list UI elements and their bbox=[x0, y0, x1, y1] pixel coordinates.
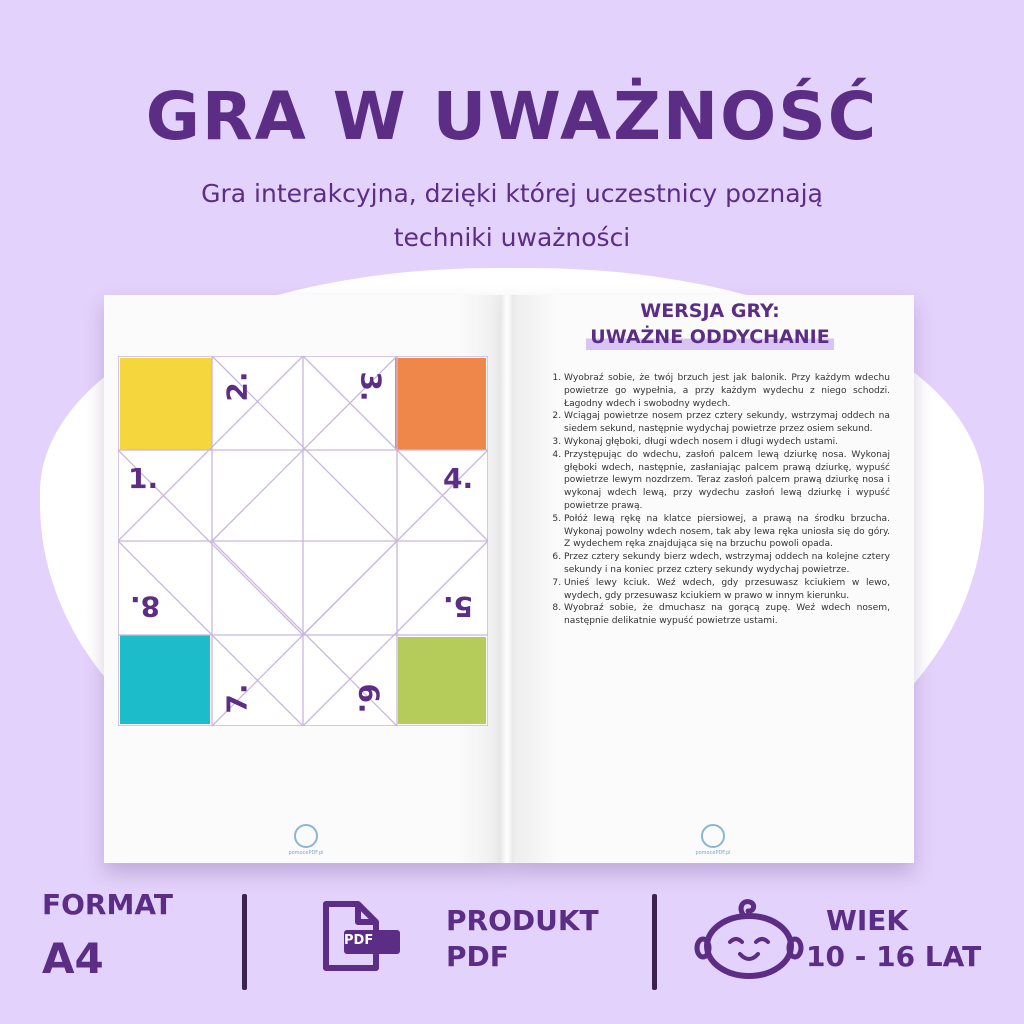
right-page-logo-text: pomocePDF.pl bbox=[695, 850, 731, 856]
step-item: 7. Unieś lewy kciuk. Weź wdech, gdy przesuwasz kciukiem w lewo, wydech, gdy przesuwasz kciukiem w prawo w innym kierunku. bbox=[564, 577, 890, 603]
product-label: PRODUKT bbox=[446, 904, 599, 937]
subtitle-line-1: Gra interakcyjna, dzięki której uczestnicy poznają bbox=[201, 179, 823, 208]
divider-2 bbox=[652, 894, 657, 990]
step-item: 8. Wyobraź sobie, że dmuchasz na gorącą zupę. Weź wdech nosem, następnie delikatnie wypuść powietrze ustami. bbox=[564, 602, 890, 628]
left-page-logo-icon bbox=[294, 824, 318, 848]
page-title: GRA W UWAŻNOŚĆ bbox=[145, 78, 879, 155]
number-2: 2. bbox=[220, 371, 254, 402]
green-square bbox=[398, 637, 486, 724]
step-item: 2. Wciągaj powietrze nosem przez cztery sekundy, wstrzymaj oddech na siedem sekund, następnie wydychaj powietrze przez osiem sekund. bbox=[564, 410, 890, 436]
subtitle bbox=[150, 172, 874, 260]
book-spine bbox=[500, 295, 514, 863]
right-page-logo-icon bbox=[701, 824, 725, 848]
number-8: 8. bbox=[130, 590, 161, 623]
format-value: A4 bbox=[42, 934, 104, 983]
divider-1 bbox=[242, 894, 247, 990]
number-1: 1. bbox=[128, 462, 159, 495]
number-4: 4. bbox=[443, 462, 474, 495]
fortune-teller-grid bbox=[118, 356, 488, 726]
number-5: 5. bbox=[443, 590, 474, 623]
step-item: 6. Przez cztery sekundy bierz wdech, wstrzymaj oddech na kolejne cztery sekundy i na koniec przez cztery sekundy wydychaj powietrze. bbox=[564, 551, 890, 577]
left-page-logo-text: pomocePDF.pl bbox=[288, 850, 324, 856]
orange-square bbox=[395, 358, 486, 450]
game-version-title bbox=[530, 298, 890, 350]
pdf-badge-label: PDF bbox=[344, 933, 374, 948]
yellow-square bbox=[120, 358, 212, 450]
age-value: 10 - 16 LAT bbox=[806, 940, 982, 973]
game-version-line-2: UWAŻNE ODDYCHANIE bbox=[586, 324, 833, 350]
format-label: FORMAT bbox=[42, 888, 173, 921]
subtitle-line-2: techniki uważności bbox=[393, 223, 631, 252]
age-label: WIEK bbox=[826, 904, 909, 937]
product-value: PDF bbox=[446, 940, 509, 973]
baby-face-icon bbox=[694, 896, 804, 980]
number-7: 7. bbox=[220, 683, 254, 714]
breathing-steps-list bbox=[550, 372, 890, 628]
fortune-teller-lines bbox=[118, 356, 488, 726]
step-item: 1. Wyobraź sobie, że twój brzuch jest jak balonik. Przy każdym wdechu powietrze go wypełnia, a przy każdym wydechu z niego schodzi. Łagodny wdech i swobodny wydech. bbox=[564, 372, 890, 410]
step-item: 4. Przystępując do wdechu, zasłoń palcem lewą dziurkę nosa. Wykonaj głęboki wdech, następnie, zasłaniając palcem prawą dziurkę, wypuść powietrze lewym nozdrzem. Teraz zasłoń palcem prawą dziurkę nosa i wykonaj wdech lewą, przy wydechu zasłoń lewą dziurkę i wypuść powietrze prawą. bbox=[564, 449, 890, 513]
game-version-line-1: WERSJA GRY: bbox=[640, 300, 780, 322]
number-3: 3. bbox=[354, 371, 388, 402]
step-item: 5. Połóż lewą rękę na klatce piersiowej, a prawą na środku brzucha. Wykonaj powolny wdech nosem, tak aby lewa ręka uniosła się do góry. Z wydechem ręka znajdująca się na brzuchu powoli opada. bbox=[564, 513, 890, 551]
number-6: 6. bbox=[352, 683, 386, 714]
teal-square bbox=[120, 635, 210, 724]
step-item: 3. Wykonaj głęboki, długi wdech nosem i długi wydech ustami. bbox=[564, 436, 890, 449]
